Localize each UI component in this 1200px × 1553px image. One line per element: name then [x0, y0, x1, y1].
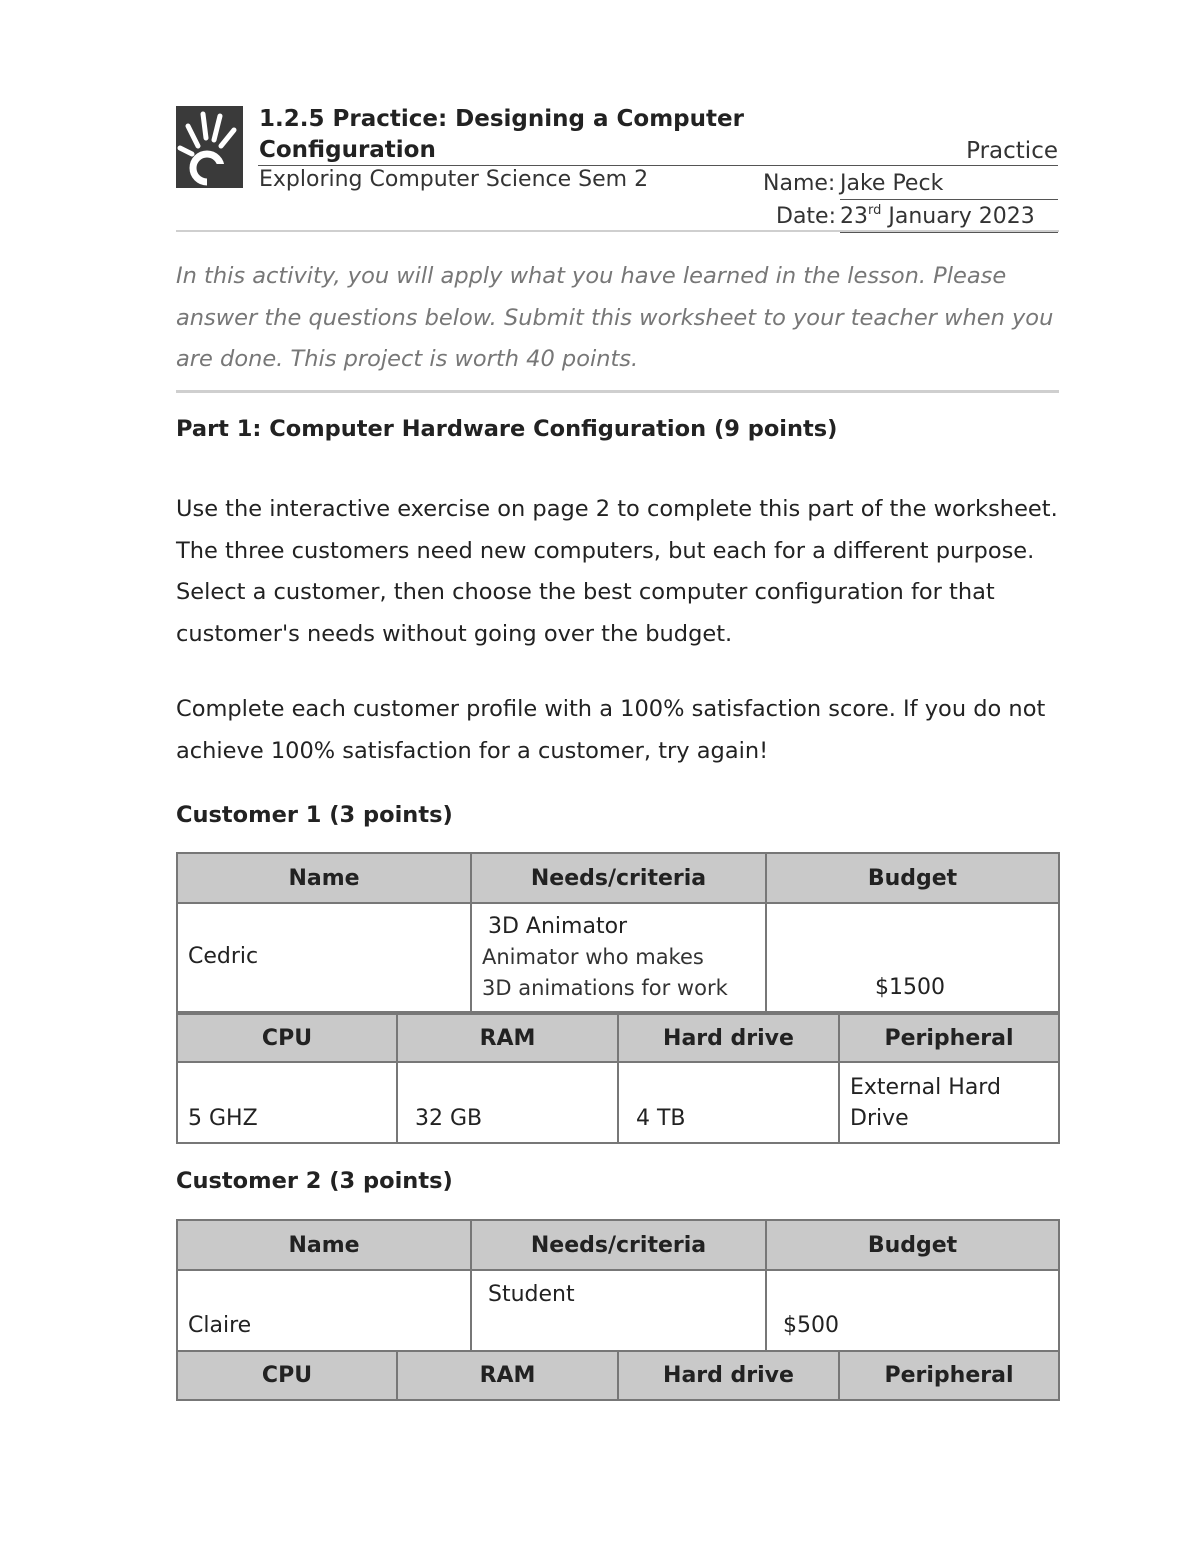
customer1-name-header: Name [176, 852, 472, 904]
part1-heading: Part 1: Computer Hardware Configuration (9 points) [176, 416, 838, 442]
customer1-hard-drive-cell[interactable] [617, 1061, 840, 1144]
customer2-needs-header: Needs/criteria [470, 1219, 767, 1271]
customer1-budget-header: Budget [765, 852, 1060, 904]
customer1-ram-cell[interactable] [396, 1061, 619, 1144]
customer2-peripheral-header: Peripheral [838, 1350, 1060, 1401]
header-divider [176, 230, 1059, 232]
date-ordinal: rd [868, 203, 882, 218]
title-line-2: Configuration [259, 137, 436, 163]
customer1-cpu: 5 GHZ [188, 1106, 258, 1131]
customer1-peripheral-header: Peripheral [838, 1013, 1060, 1063]
customer2-name-cell[interactable] [176, 1269, 472, 1352]
customer1-ram-header: RAM [396, 1013, 619, 1063]
customer2-heading: Customer 2 (3 points) [176, 1168, 453, 1194]
customer2-needs-cell[interactable] [470, 1269, 767, 1352]
course-name: Exploring Computer Science Sem 2 [259, 167, 649, 192]
customer1-peripheral-cell[interactable] [838, 1061, 1060, 1144]
customer2-name: Claire [188, 1313, 252, 1338]
name-field[interactable]: Jake Peck [840, 168, 1058, 200]
name-label: Name: [763, 171, 836, 196]
customer1-name: Cedric [188, 944, 259, 969]
customer1-peripheral-line-1: External Hard [850, 1075, 1001, 1100]
customer1-needs-cell[interactable] [470, 902, 767, 1013]
customer1-name-cell[interactable] [176, 902, 472, 1013]
customer2-ram-header: RAM [396, 1350, 619, 1401]
customer1-needs-header: Needs/criteria [470, 852, 767, 904]
date-day: 23 [840, 204, 868, 229]
intro-divider [176, 390, 1059, 393]
date-field[interactable] [840, 201, 1058, 233]
customer1-budget: $1500 [875, 975, 945, 1000]
customer1-needs-line-2: 3D animations for work [482, 976, 728, 1000]
customer1-cpu-cell[interactable] [176, 1061, 398, 1144]
worksheet-title [259, 104, 744, 166]
customer2-budget-header: Budget [765, 1219, 1060, 1271]
customer2-budget: $500 [783, 1313, 839, 1338]
customer1-ram: 32 GB [415, 1106, 483, 1131]
title-line-1: 1.2.5 Practice: Designing a Computer [259, 106, 744, 132]
customer2-budget-cell[interactable] [765, 1269, 1060, 1352]
document-type: Practice [966, 138, 1058, 164]
customer1-hard-drive: 4 TB [636, 1106, 686, 1131]
date-label: Date: [776, 204, 836, 229]
customer2-name-header: Name [176, 1219, 472, 1271]
customer1-cpu-header: CPU [176, 1013, 398, 1063]
customer2-needs-title: Student [488, 1282, 575, 1307]
customer1-peripheral-line-2: Drive [850, 1106, 909, 1131]
part1-paragraph-1: Use the interactive exercise on page 2 to complete this part of the worksheet. The three customers need new computers, but each for a different purpose. Select a customer, then choose the best computer configuration for that customer's needs without going over the budget. [176, 496, 1058, 647]
date-month-year: January 2023 [881, 204, 1035, 229]
part1-paragraph-2: Complete each customer profile with a 100% satisfaction score. If you do not achieve 100% satisfaction for a customer, try again! [176, 696, 1046, 764]
customer1-needs-title: 3D Animator [488, 914, 628, 939]
customer1-hard-drive-header: Hard drive [617, 1013, 840, 1063]
customer2-cpu-header: CPU [176, 1350, 398, 1401]
intro-instructions: In this activity, you will apply what you have learned in the lesson. Please answer the questions below. Submit this worksheet to your teacher when you are done. This project is worth 40 points. [176, 263, 1054, 372]
customer1-needs-line-1: Animator who makes [482, 945, 704, 969]
customer2-hard-drive-header: Hard drive [617, 1350, 840, 1401]
customer1-budget-cell[interactable] [765, 902, 1060, 1013]
customer1-heading: Customer 1 (3 points) [176, 802, 453, 828]
logo-icon [176, 106, 243, 188]
